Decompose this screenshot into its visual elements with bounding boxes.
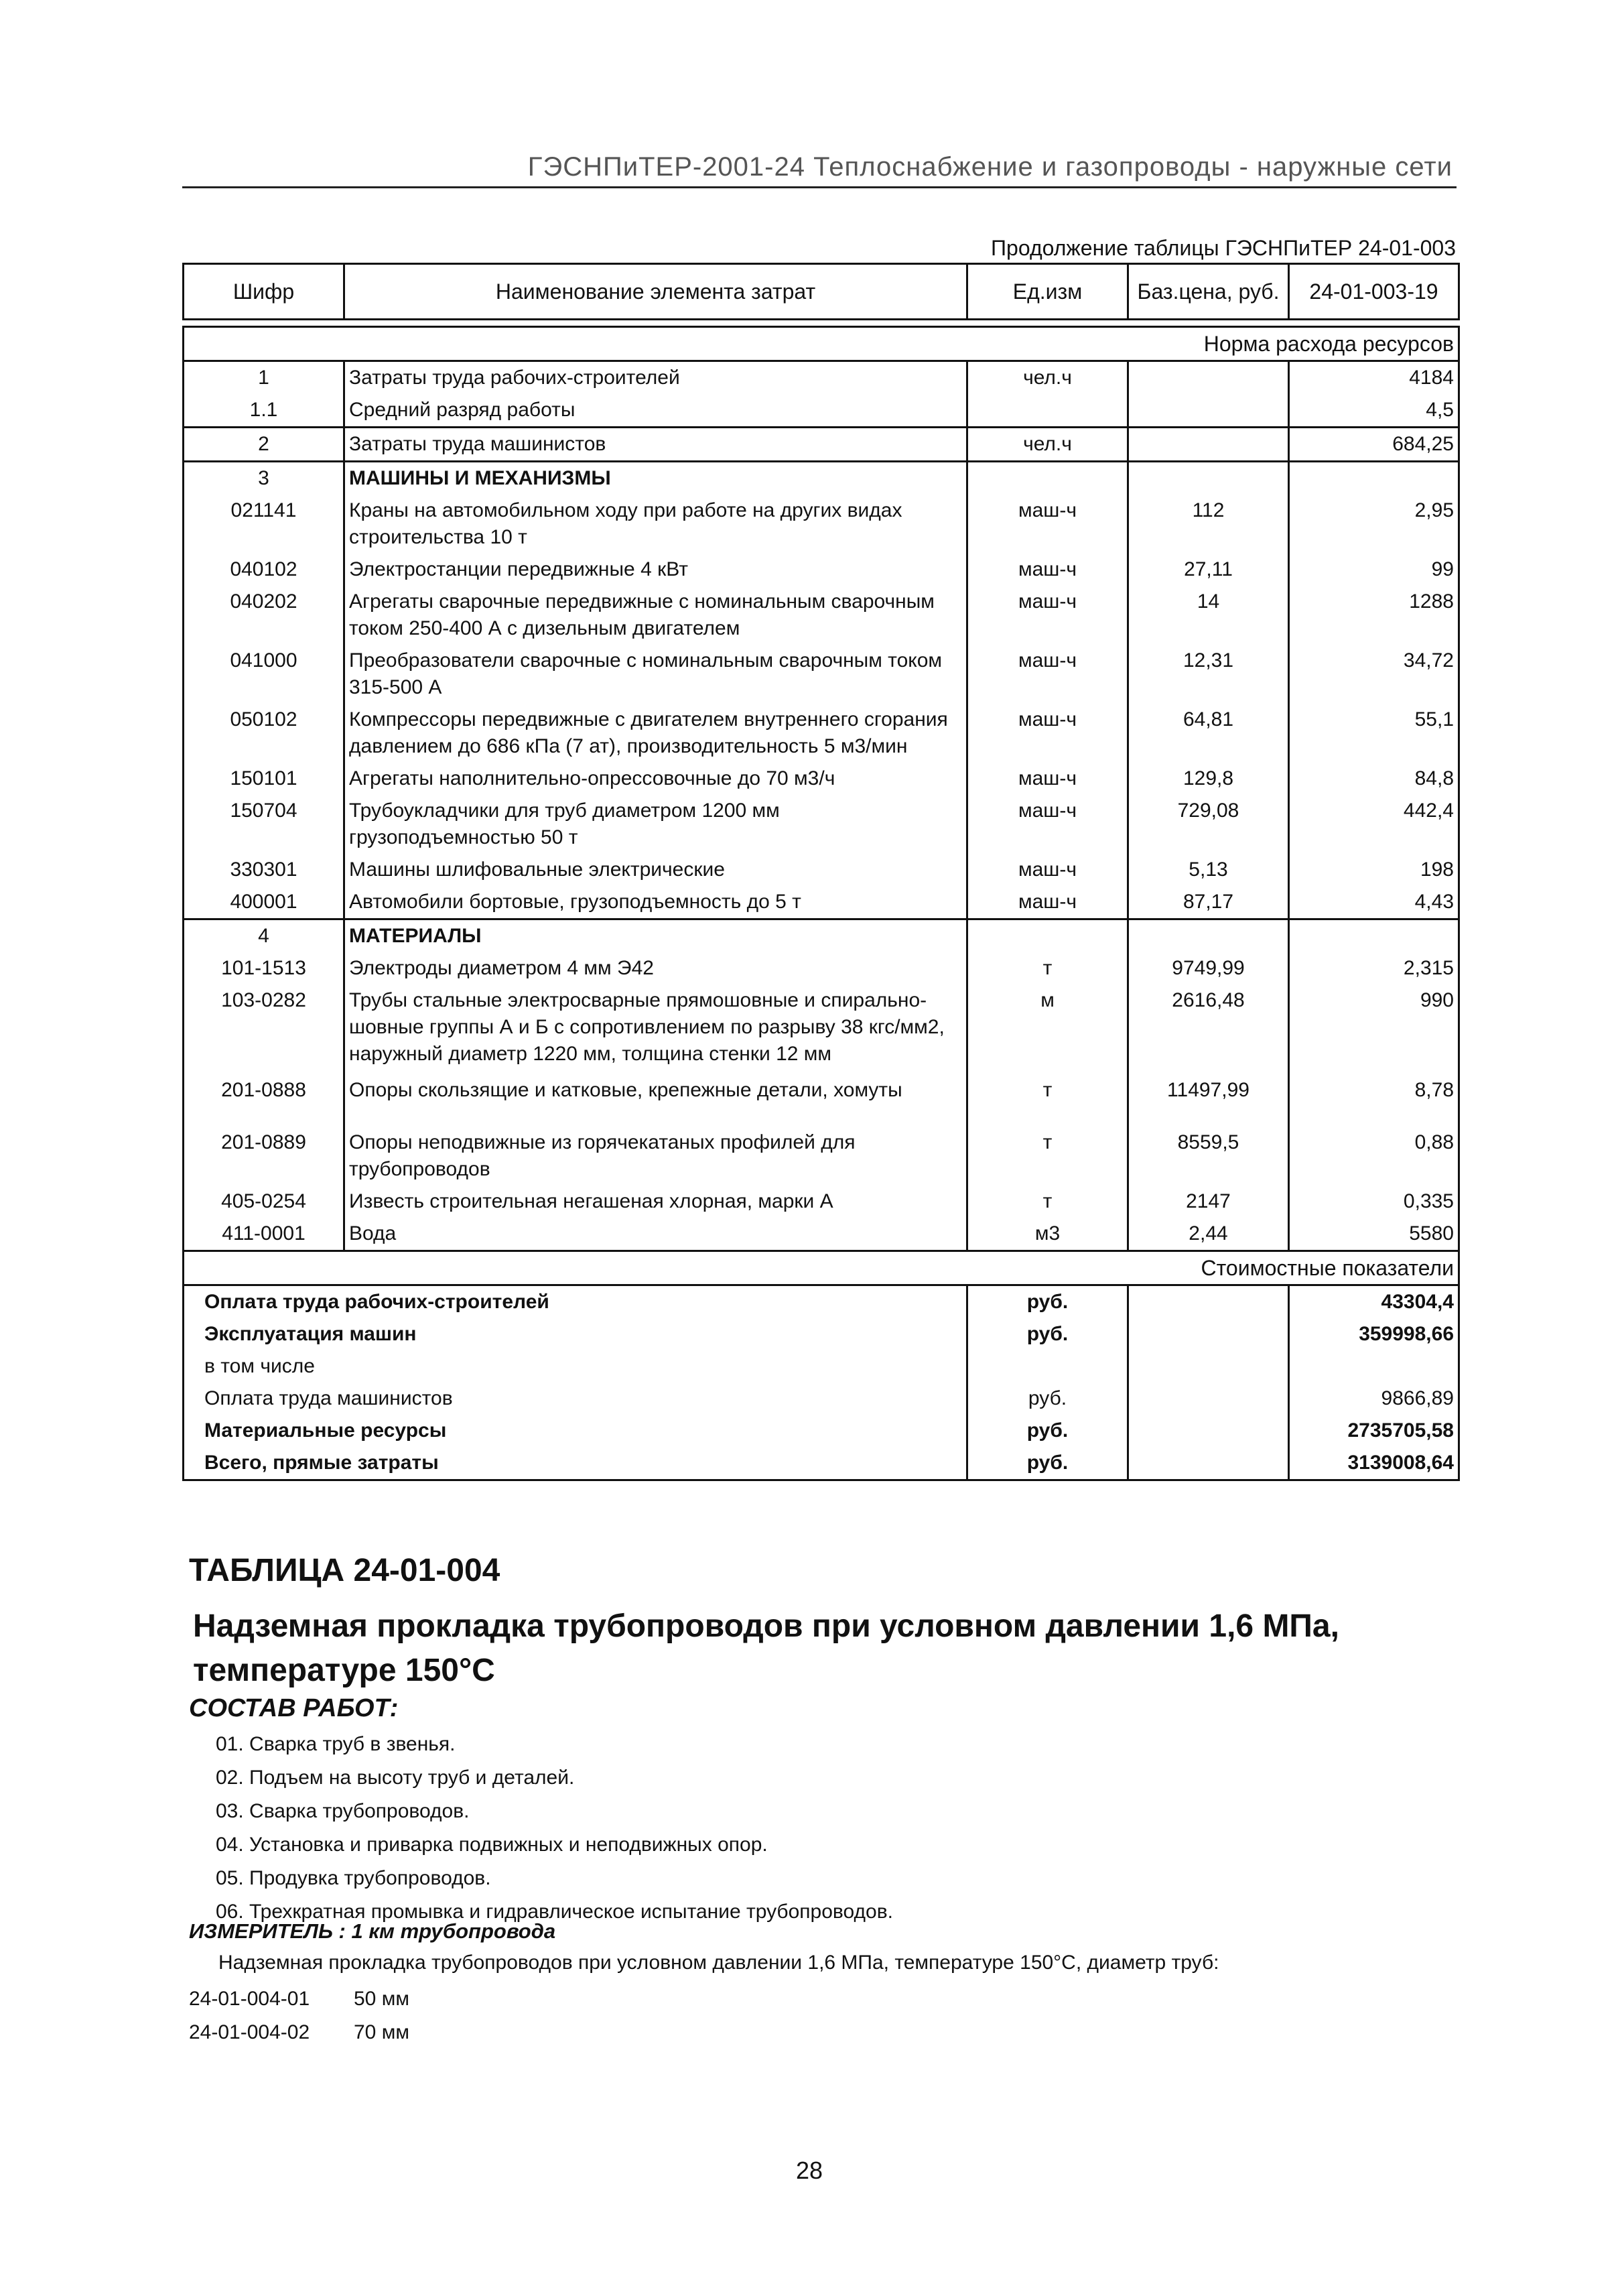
row-unit [967, 462, 1128, 495]
row-code: 103-0282 [184, 984, 344, 1074]
row-price: 8559,5 [1128, 1127, 1289, 1186]
column-header: Наименование элемента затрат [344, 264, 967, 320]
total-price [1128, 1447, 1289, 1480]
row-unit: т [967, 1074, 1128, 1127]
row-value [1289, 919, 1459, 953]
row-value: 84,8 [1289, 763, 1459, 795]
operations-list [216, 1728, 893, 1929]
row-name: Краны на автомобильном ходу при работе на других видах строительства 10 т [344, 495, 967, 554]
row-code: 400001 [184, 886, 344, 919]
total-label: Оплата труда машинистов [184, 1383, 967, 1415]
row-value: 4,5 [1289, 394, 1459, 428]
row-code: 101-1513 [184, 952, 344, 984]
item-code: 24-01-004-01 [189, 1988, 310, 2010]
table-subtitle: Надземная прокладка трубопроводов при условном давлении 1,6 МПа, температуре 150°С [193, 1608, 1339, 1688]
column-header: Ед.изм [967, 264, 1128, 320]
row-name: Средний разряд работы [344, 394, 967, 428]
page-number: 28 [796, 2157, 823, 2184]
table-row [184, 952, 1459, 984]
row-price: 12,31 [1128, 645, 1289, 704]
table-row [184, 1186, 1459, 1218]
row-price [1128, 394, 1289, 428]
row-unit: т [967, 1186, 1128, 1218]
row-value: 4184 [1289, 361, 1459, 395]
row-unit: т [967, 1127, 1128, 1186]
row-price: 14 [1128, 586, 1289, 645]
total-value: 43304,4 [1289, 1285, 1459, 1319]
row-name: Затраты труда рабочих-строителей [344, 361, 967, 395]
row-price [1128, 462, 1289, 495]
row-unit: м [967, 984, 1128, 1074]
totals-row [184, 1383, 1459, 1415]
total-label: Оплата труда рабочих-строителей [184, 1285, 967, 1319]
table-row [184, 361, 1459, 395]
table-row [184, 854, 1459, 886]
row-price: 5,13 [1128, 854, 1289, 886]
table-row [184, 886, 1459, 919]
total-unit: руб. [967, 1415, 1128, 1447]
row-unit: маш-ч [967, 554, 1128, 586]
row-price: 64,81 [1128, 704, 1289, 763]
row-value: 442,4 [1289, 795, 1459, 854]
table-continuation-label: Продолжение таблицы ГЭСНПиТЕР 24-01-003 [991, 236, 1456, 260]
resource-table [182, 263, 1460, 1481]
row-unit: маш-ч [967, 763, 1128, 795]
row-unit [967, 919, 1128, 953]
table-row [184, 394, 1459, 428]
row-value: 2,95 [1289, 495, 1459, 554]
total-label: Материальные ресурсы [184, 1415, 967, 1447]
totals-row [184, 1350, 1459, 1383]
table-row [184, 919, 1459, 953]
total-unit [967, 1350, 1128, 1383]
total-price [1128, 1383, 1289, 1415]
row-code: 1.1 [184, 394, 344, 428]
total-price [1128, 1318, 1289, 1350]
row-price: 2147 [1128, 1186, 1289, 1218]
row-value: 34,72 [1289, 645, 1459, 704]
row-code: 201-0889 [184, 1127, 344, 1186]
table-row [184, 984, 1459, 1074]
row-price: 11497,99 [1128, 1074, 1289, 1127]
row-code: 2 [184, 428, 344, 462]
norm-band [184, 327, 1459, 361]
row-name: Агрегаты наполнительно-опрессовочные до 70 м3/ч [344, 763, 967, 795]
row-value: 55,1 [1289, 704, 1459, 763]
row-unit: маш-ч [967, 886, 1128, 919]
column-header: Шифр [184, 264, 344, 320]
row-code: 330301 [184, 854, 344, 886]
table-row [184, 704, 1459, 763]
row-unit: м3 [967, 1218, 1128, 1251]
row-price: 2616,48 [1128, 984, 1289, 1074]
operation-item: 04. Установка и приварка подвижных и неподвижных опор. [216, 1834, 768, 1856]
row-price [1128, 361, 1289, 395]
column-header: Баз.цена, руб. [1128, 264, 1289, 320]
row-unit: чел.ч [967, 361, 1128, 395]
row-price [1128, 428, 1289, 462]
table-row [184, 645, 1459, 704]
table-row [184, 1127, 1459, 1186]
row-code: 050102 [184, 704, 344, 763]
operation-item: 05. Продувка трубопроводов. [216, 1867, 491, 1889]
row-unit: маш-ч [967, 795, 1128, 854]
row-code: 040102 [184, 554, 344, 586]
item-desc: 50 мм [354, 1988, 409, 2010]
row-unit: чел.ч [967, 428, 1128, 462]
row-value: 2,315 [1289, 952, 1459, 984]
total-unit: руб. [967, 1383, 1128, 1415]
row-name: МАШИНЫ И МЕХАНИЗМЫ [344, 462, 967, 495]
operation-item: 06. Трехкратная промывка и гидравлическое испытание трубопроводов. [216, 1901, 893, 1923]
row-unit: маш-ч [967, 645, 1128, 704]
measure-unit: ИЗМЕРИТЕЛЬ : 1 км трубопровода [189, 1919, 556, 1943]
row-unit: маш-ч [967, 495, 1128, 554]
items-intro: Надземная прокладка трубопроводов при условном давлении 1,6 МПа, температуре 150°С, диаметр труб: [218, 1952, 1219, 1974]
row-price: 729,08 [1128, 795, 1289, 854]
row-code: 4 [184, 919, 344, 953]
total-label: Всего, прямые затраты [184, 1447, 967, 1480]
row-name: Опоры скользящие и катковые, крепежные детали, хомуты [344, 1074, 967, 1127]
row-price: 2,44 [1128, 1218, 1289, 1251]
row-unit: т [967, 952, 1128, 984]
row-code: 150101 [184, 763, 344, 795]
row-name: Электростанции передвижные 4 кВт [344, 554, 967, 586]
row-price: 129,8 [1128, 763, 1289, 795]
table-header-row [184, 264, 1459, 320]
row-code: 411-0001 [184, 1218, 344, 1251]
row-price: 87,17 [1128, 886, 1289, 919]
row-code: 150704 [184, 795, 344, 854]
row-name: Опоры неподвижные из горячекатаных профилей для трубопроводов [344, 1127, 967, 1186]
total-price [1128, 1415, 1289, 1447]
totals-row [184, 1318, 1459, 1350]
row-unit: маш-ч [967, 704, 1128, 763]
table-row [184, 428, 1459, 462]
row-value: 684,25 [1289, 428, 1459, 462]
total-label: Эксплуатация машин [184, 1318, 967, 1350]
row-name: Затраты труда машинистов [344, 428, 967, 462]
composition-label: СОСТАВ РАБОТ: [189, 1694, 399, 1722]
row-name: Известь строительная негашеная хлорная, марки А [344, 1186, 967, 1218]
table-row [184, 763, 1459, 795]
total-value: 359998,66 [1289, 1318, 1459, 1350]
totals-row [184, 1447, 1459, 1480]
table-title: ТАБЛИЦА 24-01-004 [189, 1553, 500, 1588]
total-label: в том числе [184, 1350, 967, 1383]
table-row [184, 1074, 1459, 1127]
norm-label: Норма расхода ресурсов [184, 327, 1459, 361]
row-name: МАТЕРИАЛЫ [344, 919, 967, 953]
row-name: Автомобили бортовые, грузоподъемность до 5 т [344, 886, 967, 919]
cost-label: Стоимостные показатели [184, 1251, 1459, 1285]
row-code: 041000 [184, 645, 344, 704]
row-value: 0,88 [1289, 1127, 1459, 1186]
table-row [184, 462, 1459, 495]
row-unit: маш-ч [967, 586, 1128, 645]
total-value: 3139008,64 [1289, 1447, 1459, 1480]
total-unit: руб. [967, 1447, 1128, 1480]
row-price: 112 [1128, 495, 1289, 554]
operation-item: 01. Сварка труб в звенья. [216, 1733, 456, 1755]
row-value: 8,78 [1289, 1074, 1459, 1127]
table-row [184, 554, 1459, 586]
operation-item: 03. Сварка трубопроводов. [216, 1800, 470, 1822]
row-value: 198 [1289, 854, 1459, 886]
row-code: 040202 [184, 586, 344, 645]
row-price: 27,11 [1128, 554, 1289, 586]
totals-row [184, 1415, 1459, 1447]
row-code: 405-0254 [184, 1186, 344, 1218]
item-codes [189, 1982, 409, 2049]
total-price [1128, 1350, 1289, 1383]
running-header [182, 149, 1457, 188]
totals-row [184, 1285, 1459, 1319]
row-value: 0,335 [1289, 1186, 1459, 1218]
table-row [184, 795, 1459, 854]
table-row [184, 586, 1459, 645]
header-gap [184, 320, 1459, 327]
row-name: Трубы стальные электросварные прямошовные и спирально-шовные группы А и Б с сопротивлением по разрыву 38 кгс/мм2, наружный диаметр 1220 мм, толщина стенки 12 мм [344, 984, 967, 1074]
row-name: Электроды диаметром 4 мм Э42 [344, 952, 967, 984]
row-price [1128, 919, 1289, 953]
row-name: Вода [344, 1218, 967, 1251]
row-unit [967, 394, 1128, 428]
row-code: 3 [184, 462, 344, 495]
row-code: 021141 [184, 495, 344, 554]
row-value: 4,43 [1289, 886, 1459, 919]
operation-item: 02. Подъем на высоту труб и деталей. [216, 1767, 575, 1789]
running-title: ГЭСНПиТЕР-2001-24 Теплоснабжение и газопроводы - наружные сети [527, 152, 1452, 182]
row-code: 201-0888 [184, 1074, 344, 1127]
column-header: 24-01-003-19 [1289, 264, 1459, 320]
row-value: 99 [1289, 554, 1459, 586]
table-row [184, 1218, 1459, 1251]
row-price: 9749,99 [1128, 952, 1289, 984]
total-value [1289, 1350, 1459, 1383]
row-code: 1 [184, 361, 344, 395]
total-value: 9866,89 [1289, 1383, 1459, 1415]
row-name: Компрессоры передвижные с двигателем внутреннего сгорания давлением до 686 кПа (7 ат), производительность 5 м3/мин [344, 704, 967, 763]
total-unit: руб. [967, 1318, 1128, 1350]
row-name: Машины шлифовальные электрические [344, 854, 967, 886]
row-name: Преобразователи сварочные с номинальным сварочным током 315-500 А [344, 645, 967, 704]
total-unit: руб. [967, 1285, 1128, 1319]
row-value: 990 [1289, 984, 1459, 1074]
row-name: Агрегаты сварочные передвижные с номинальным сварочным током 250-400 А с дизельным двигателем [344, 586, 967, 645]
cost-band [184, 1251, 1459, 1285]
item-code: 24-01-004-02 [189, 2021, 310, 2043]
total-value: 2735705,58 [1289, 1415, 1459, 1447]
row-value: 1288 [1289, 586, 1459, 645]
item-row [189, 2016, 409, 2049]
row-unit: маш-ч [967, 854, 1128, 886]
item-desc: 70 мм [354, 2021, 409, 2043]
row-name: Трубоукладчики для труб диаметром 1200 мм грузоподъемностью 50 т [344, 795, 967, 854]
table-row [184, 495, 1459, 554]
row-value [1289, 462, 1459, 495]
total-price [1128, 1285, 1289, 1319]
item-row [189, 1982, 409, 2016]
row-value: 5580 [1289, 1218, 1459, 1251]
